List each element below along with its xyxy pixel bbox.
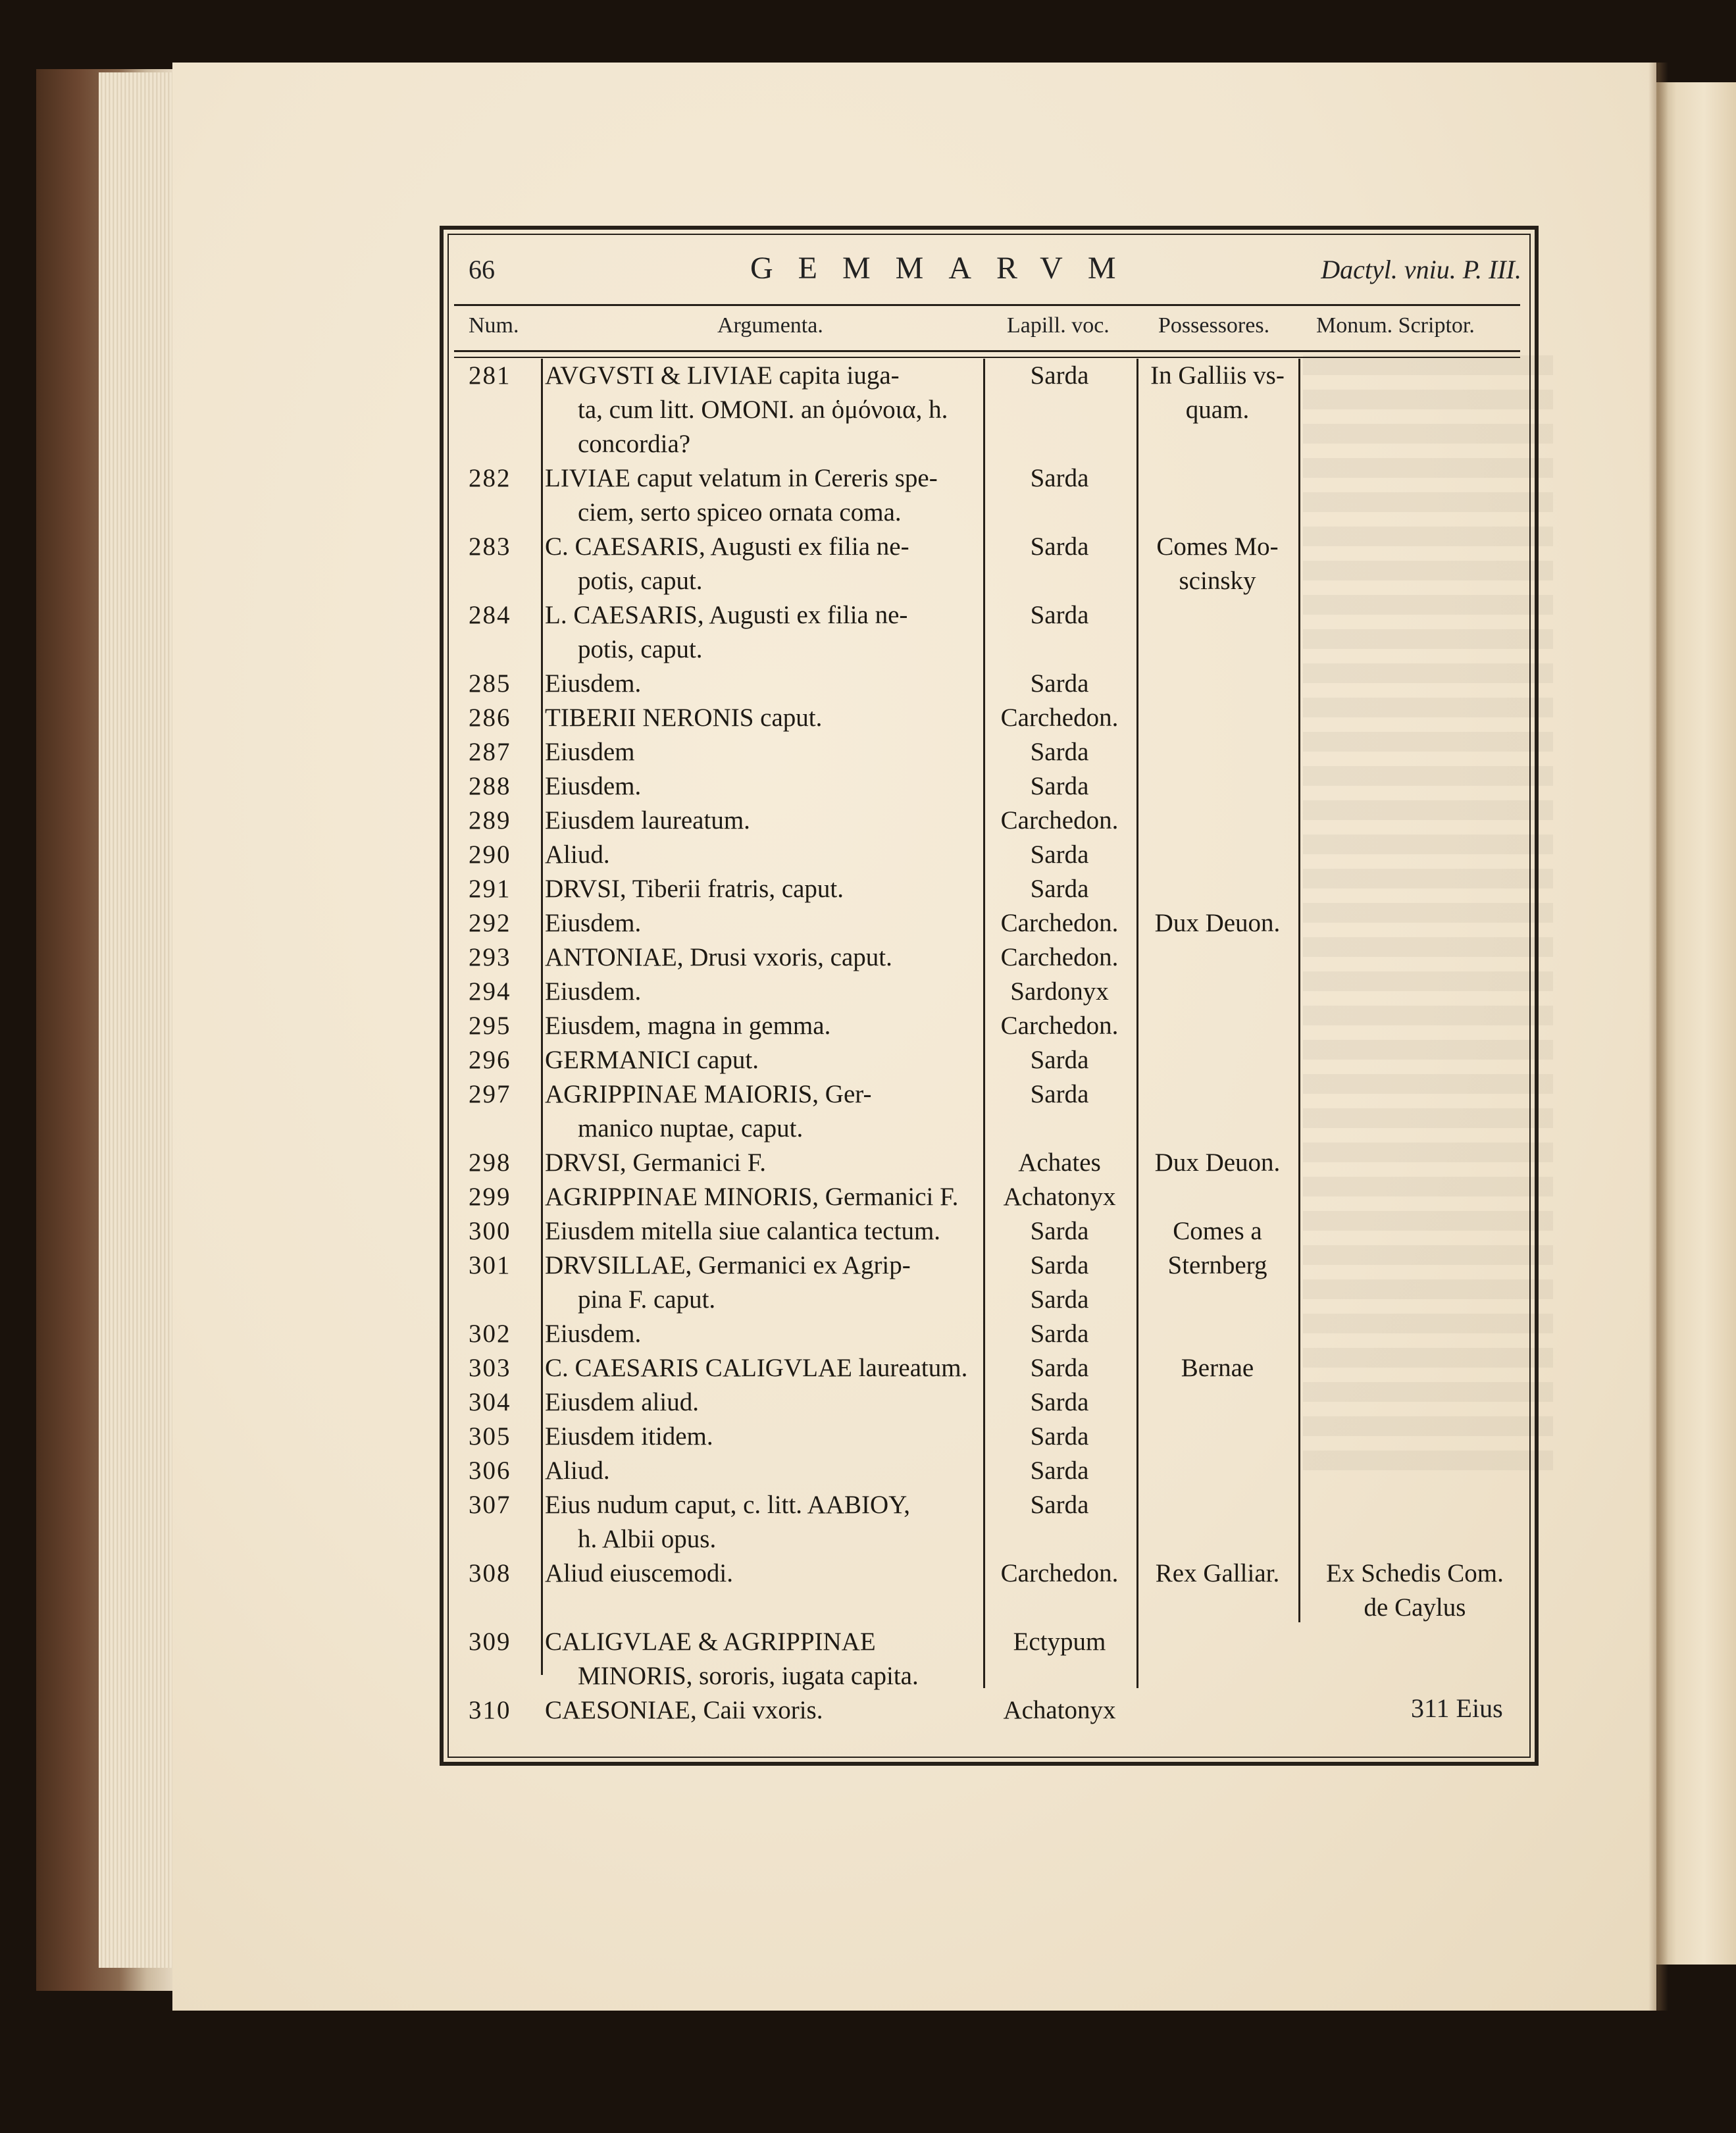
stone-type: Achates: [1018, 1148, 1101, 1177]
page-header: [461, 250, 1527, 290]
stone-type: Sarda: [1030, 738, 1089, 766]
entry-number: 305: [469, 1422, 511, 1451]
monument-source: de Caylus: [1364, 1593, 1466, 1622]
stone-type: Carchedon.: [1000, 1559, 1119, 1587]
stone-type: Achatonyx: [1003, 1696, 1116, 1724]
entry-description: potis, caput.: [578, 567, 703, 595]
entry-description: AVGVSTI & LIVIAE capita iuga-: [545, 361, 900, 390]
column-headers: [461, 312, 1527, 345]
stone-type: Sarda: [1030, 772, 1089, 800]
entry-number: 303: [469, 1354, 511, 1382]
entry-description: Eiusdem.: [545, 669, 642, 698]
entry-description: Eiusdem laureatum.: [545, 806, 750, 835]
stone-type: Sarda: [1030, 1320, 1089, 1348]
stone-type: Sarda: [1030, 875, 1089, 903]
entry-number: 304: [469, 1388, 511, 1416]
stone-type: Sarda: [1030, 532, 1089, 561]
entry-description: AGRIPPINAE MAIORIS, Ger-: [545, 1080, 872, 1108]
stone-type: Achatonyx: [1003, 1183, 1116, 1211]
stone-type: Sarda: [1030, 1251, 1089, 1279]
entry-description: ANTONIAE, Drusi vxoris, caput.: [545, 943, 892, 971]
col-argumenta: Argumenta.: [717, 313, 823, 338]
entry-description: DRVSILLAE, Germanici ex Agrip-: [545, 1251, 911, 1279]
stone-type: Carchedon.: [1000, 943, 1119, 971]
col-monum: Monum. Scriptor.: [1316, 313, 1475, 338]
entry-number: 307: [469, 1491, 511, 1519]
possessor: Dux Deuon.: [1154, 1148, 1281, 1177]
stone-type: Carchedon.: [1000, 704, 1119, 732]
entry-number: 300: [469, 1217, 511, 1245]
possessor: Sternberg: [1167, 1251, 1267, 1279]
stone-type: Sarda: [1030, 1217, 1089, 1245]
possessor: Rex Galliar.: [1155, 1559, 1280, 1587]
stone-type: Sarda: [1030, 464, 1089, 492]
entry-description: C. CAESARIS, Augusti ex filia ne-: [545, 532, 909, 561]
entry-description: C. CAESARIS CALIGVLAE laureatum.: [545, 1354, 968, 1382]
entry-description: Eiusdem.: [545, 909, 642, 937]
entry-description: manico nuptae, caput.: [578, 1114, 804, 1143]
col-possessores: Possessores.: [1158, 313, 1270, 338]
entry-number: 294: [469, 977, 511, 1006]
entry-number: 308: [469, 1559, 511, 1587]
entry-number: 289: [469, 806, 511, 835]
entry-description: Eius nudum caput, c. litt. AABIOY,: [545, 1491, 911, 1519]
running-head: GEMMARVM: [750, 251, 1141, 286]
column-divider-1: [541, 359, 543, 1675]
entry-description: Eiusdem, magna in gemma.: [545, 1012, 831, 1040]
stone-type: Sarda: [1030, 1388, 1089, 1416]
column-divider-4: [1298, 359, 1300, 1622]
possessor: In Galliis vs-: [1150, 361, 1285, 390]
entry-number: 299: [469, 1183, 511, 1211]
entry-description: DRVSI, Tiberii fratris, caput.: [545, 875, 844, 903]
stone-type: Ectypum: [1013, 1628, 1106, 1656]
possessor: Dux Deuon.: [1154, 909, 1281, 937]
entry-description: Eiusdem mitella siue calantica tectum.: [545, 1217, 941, 1245]
entry-description: h. Albii opus.: [578, 1525, 717, 1553]
entry-description: ta, cum litt. OMONI. an ὁμόνοια, h.: [578, 396, 948, 424]
page-edges: [99, 72, 178, 1968]
column-divider-3: [1136, 359, 1138, 1688]
entry-description: Eiusdem.: [545, 977, 642, 1006]
entry-description: Aliud.: [545, 840, 610, 869]
possessor: Bernae: [1181, 1354, 1254, 1382]
facing-page-edge: [1656, 82, 1736, 1965]
entry-description: Eiusdem itidem.: [545, 1422, 713, 1451]
entry-number: 282: [469, 464, 511, 492]
stone-type: Sarda: [1030, 1354, 1089, 1382]
stone-type: Sarda: [1030, 361, 1089, 390]
entry-number: 284: [469, 601, 511, 629]
stone-type: Sarda: [1030, 1080, 1089, 1108]
entry-number: 297: [469, 1080, 511, 1108]
entry-number: 296: [469, 1046, 511, 1074]
column-divider-2: [983, 359, 985, 1688]
stone-type: Carchedon.: [1000, 909, 1119, 937]
col-num: Num.: [469, 313, 519, 338]
stone-type: Carchedon.: [1000, 806, 1119, 835]
stone-type: Sarda: [1030, 1046, 1089, 1074]
entry-description: Eiusdem.: [545, 772, 642, 800]
stone-type: Sardonyx: [1010, 977, 1109, 1006]
entry-number: 287: [469, 738, 511, 766]
entry-number: 291: [469, 875, 511, 903]
column-rule-1: [454, 350, 1520, 352]
book-gutter: [1648, 63, 1668, 2011]
stone-type: Sarda: [1030, 1422, 1089, 1451]
entry-number: 283: [469, 532, 511, 561]
entry-description: GERMANICI caput.: [545, 1046, 759, 1074]
entry-description: DRVSI, Germanici F.: [545, 1148, 767, 1177]
entry-description: Eiusdem aliud.: [545, 1388, 699, 1416]
entry-description: Aliud.: [545, 1456, 610, 1485]
stone-type: Sarda: [1030, 840, 1089, 869]
entry-number: 302: [469, 1320, 511, 1348]
page-number: 66: [469, 255, 495, 284]
header-rule: [454, 304, 1520, 306]
possessor: scinsky: [1179, 567, 1256, 595]
entry-number: 309: [469, 1628, 511, 1656]
entry-description: CALIGVLAE & AGRIPPINAE: [545, 1628, 876, 1656]
col-lapill: Lapill. voc.: [1007, 313, 1110, 338]
entry-number: 301: [469, 1251, 511, 1279]
possessor: quam.: [1185, 396, 1250, 424]
possessor: Comes a: [1173, 1217, 1262, 1245]
entry-description: concordia?: [578, 430, 691, 458]
entry-description: Eiusdem.: [545, 1320, 642, 1348]
entry-number: 290: [469, 840, 511, 869]
catchword: 311 Eius: [1411, 1693, 1503, 1723]
entry-description: pina F. caput.: [578, 1285, 716, 1314]
entry-description: LIVIAE caput velatum in Cereris spe-: [545, 464, 938, 492]
stone-type: Sarda: [1030, 601, 1089, 629]
stone-type: Sarda: [1030, 1456, 1089, 1485]
entry-number: 288: [469, 772, 511, 800]
entry-number: 292: [469, 909, 511, 937]
entry-number: 285: [469, 669, 511, 698]
entry-number: 298: [469, 1148, 511, 1177]
possessor: Comes Mo-: [1156, 532, 1279, 561]
stone-type: Sarda: [1030, 1491, 1089, 1519]
entry-description: TIBERII NERONIS caput.: [545, 704, 823, 732]
entry-description: AGRIPPINAE MINORIS, Germanici F.: [545, 1183, 959, 1211]
stone-type: Carchedon.: [1000, 1012, 1119, 1040]
entry-description: MINORIS, sororis, iugata capita.: [578, 1662, 919, 1690]
entry-number: 293: [469, 943, 511, 971]
entry-description: ciem, serto spiceo ornata coma.: [578, 498, 902, 527]
entry-number: 286: [469, 704, 511, 732]
monument-source: Ex Schedis Com.: [1326, 1559, 1504, 1587]
entry-description: L. CAESARIS, Augusti ex filia ne-: [545, 601, 908, 629]
section-title: Dactyl. vniu. P. III.: [1321, 255, 1521, 284]
entry-description: CAESONIAE, Caii vxoris.: [545, 1696, 823, 1724]
entry-number: 306: [469, 1456, 511, 1485]
entry-description: Eiusdem: [545, 738, 635, 766]
column-rule-2: [454, 357, 1520, 358]
entry-description: Aliud eiuscemodi.: [545, 1559, 733, 1587]
stone-type: Sarda: [1030, 669, 1089, 698]
entry-number: 281: [469, 361, 511, 390]
stone-type: Sarda: [1030, 1285, 1089, 1314]
entry-number: 310: [469, 1696, 511, 1724]
entry-description: potis, caput.: [578, 635, 703, 663]
entry-number: 295: [469, 1012, 511, 1040]
